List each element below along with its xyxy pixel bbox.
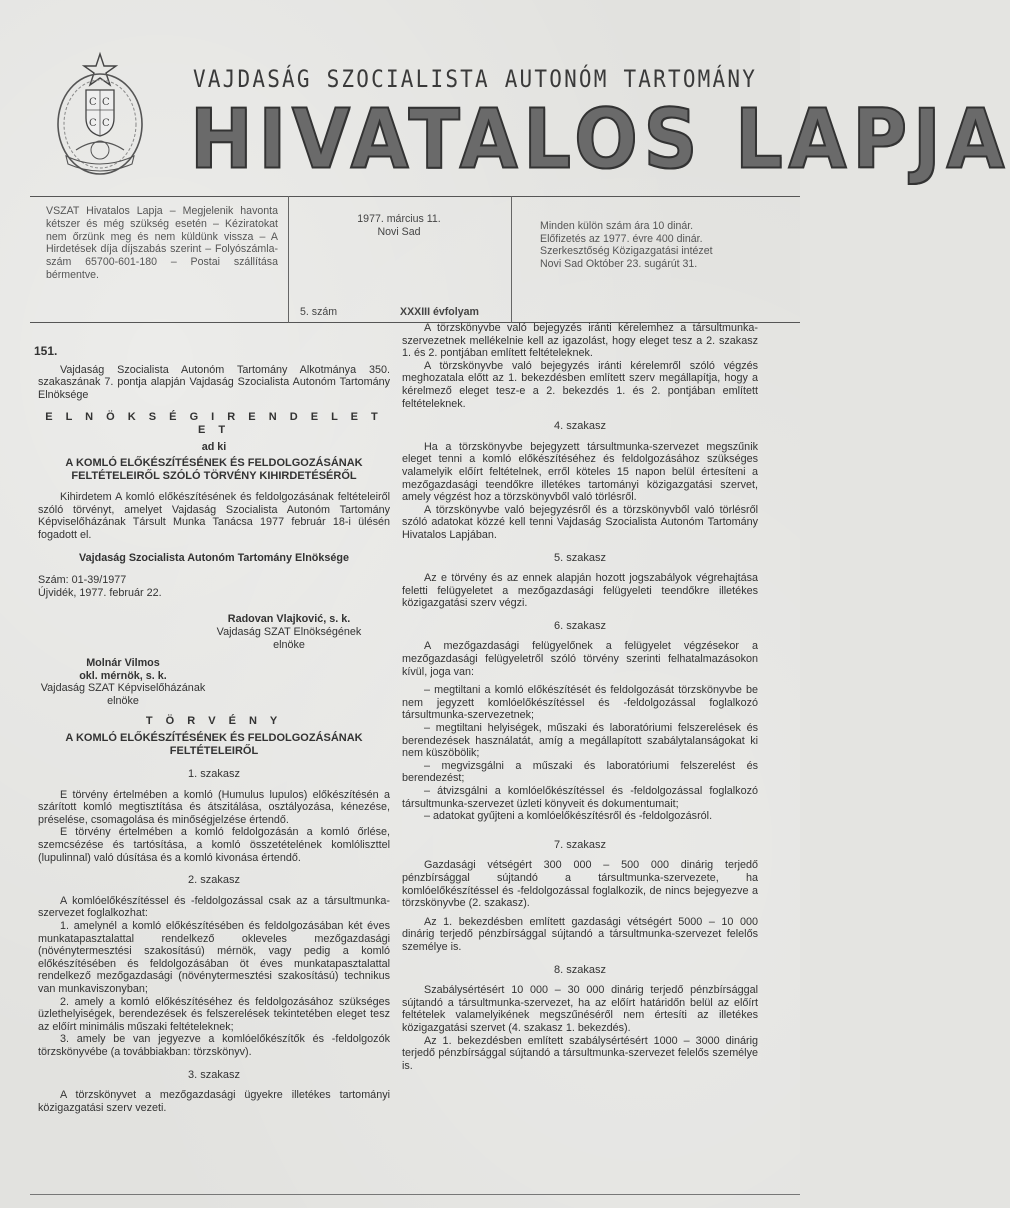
- list-item: – adatokat gyűjteni a komlóelőkészítésről és -feldolgozásról.: [424, 810, 713, 823]
- address-line: Novi Sad Október 23. sugárút 31.: [540, 257, 698, 270]
- band-divider: [288, 196, 289, 323]
- masthead-title: HIVATALOS LAPJA: [190, 92, 1010, 188]
- signature-block-1: [188, 613, 390, 651]
- section-title: 6. szakasz: [554, 619, 606, 632]
- issue-number: 5. szám: [300, 306, 338, 318]
- law-title: T Ö R V É N Y: [145, 715, 283, 728]
- reference-date: Újvidék, 1977. február 22.: [38, 586, 162, 599]
- price-line: Minden külön szám ára 10 dinár.: [540, 220, 694, 232]
- section-title: 3. szakasz: [188, 1068, 240, 1081]
- section-title: 1. szakasz: [188, 768, 240, 781]
- signatory-name: Molnár Vilmos: [86, 657, 160, 670]
- subscription-line: Előfizetés az 1977. évre 400 dinár.: [540, 232, 703, 245]
- promulgation-text: Kihirdetem A komló előkészítésének és feldolgozásának feltételeiről szóló törvényt, amelyet Vajdaság Szocialista Autonóm Tartomány Képviselőházának Társult Munka Tanácsa 1977 február 18-i ülésén fogadott el.: [38, 491, 390, 541]
- paragraph: 2. amely a komló előkészítéséhez és feldolgozásához szükséges üzlethelyiségek, berendezések és felszerelések tekintetében eleget tesz az előírt minimális műszaki feltételeknek;: [38, 995, 390, 1033]
- list-item: – megvizsgálni a műszaki és laboratóriumi felszerelést és berendezést;: [402, 759, 758, 785]
- preamble: Vajdaság Szocialista Autonóm Tartomány Alkotmánya 350. szakaszának 7. pontja alapján Vajdaság Szocialista Autonóm Tartomány Elnöksége: [38, 363, 390, 401]
- paragraph: A törzskönyvbe való bejegyzés iránti kérelemről szóló végzés meghozatala előtt az 1. bekezdésben említett szerv megállapítja, hogy a kérelmező eleget tesz-e a 2. bekezdés 1. és 2. pontjában említett feltételeknek.: [402, 359, 758, 410]
- signatory-role: elnöke: [107, 694, 139, 707]
- left-column: [34, 344, 390, 1114]
- svg-text:C: C: [89, 97, 97, 108]
- paragraph: 1. amelynél a komló előkészítésében és feldolgozásában két éves munkatapasztalattal rendelkező okleveles mezőgazdasági (növénytermesztési szakosítású) mérnök, vagy pedig a komló előkészítésében és feldolgozásában öt éves munkatapasztalattal rendelkező mezőgazdasági (növénytermesztési szakosítású) technikus van munkaviszonyban;: [38, 920, 390, 995]
- paragraph: Az 1. bekezdésben említett gazdasági vétségért 5000 – 10 000 dinárig terjedő pénzbírsággal sújtandó a társultmunka-szervezet felelős személye is.: [402, 915, 758, 953]
- signatory-role: Vajdaság SZAT Elnökségének: [216, 625, 362, 638]
- signature-block-2: [38, 657, 208, 707]
- signatory-title: okl. mérnök, s. k.: [79, 669, 167, 682]
- paragraph: Gazdasági vétségért 300 000 – 500 000 dinárig terjedő pénzbírsággal sújtandó a társultmunka-szervezete, ha komlóelőkészítéssel és -feldolgozással foglalkozik, de nincs bejegyezve a törzskönyvbe (2. szakasz).: [402, 859, 758, 910]
- band-divider: [511, 196, 512, 323]
- right-column: [402, 322, 758, 1072]
- coat-of-arms-icon: [52, 52, 148, 182]
- paragraph: A törzskönyvbe való bejegyzés iránti kérelemhez a társultmunka-szervezetnek mellékelnie kell az igazolást, hogy eleget tesz a 2. szakasz 1. és 2. pontjában említett feltételeknek.: [402, 322, 758, 360]
- svg-text:C: C: [89, 118, 97, 129]
- paragraph: E törvény értelmében a komló (Humulus lupulos) előkészítésén a szárított komló megtisztítása és átszitálása, osztályozása, kénezése, préselése, csomagolása és minőségjelzése értendő.: [38, 788, 390, 826]
- signatory-role: elnöke: [273, 638, 305, 651]
- issuer: Vajdaság Szocialista Autonóm Tartomány Elnöksége: [79, 551, 349, 564]
- list-item: – megtiltani helyiségek, műszaki és laboratóriumi felszerelések és berendezések használatát, amíg a megállapított szabálytalanságokat ki nem küszöbölik;: [402, 722, 758, 760]
- signatory-name: Radovan Vlajković, s. k.: [227, 613, 351, 626]
- decree-subject: A KOMLÓ ELŐKÉSZÍTÉSÉNEK ÉS FELDOLGOZÁSÁNAK FELTÉTELEIRŐL SZÓLÓ TÖRVÉNY KIHIRDETÉSÉRŐL: [65, 457, 363, 483]
- editorial-line: Szerkesztőség Közigazgatási intézet: [540, 245, 713, 257]
- list-item: – megtiltani a komló előkészítését és feldolgozását törzskönyvbe be nem jegyzett komlóelőkészítéssel és -feldolgozással foglalkozó társultmunka-szervezetnek;: [402, 684, 758, 722]
- paragraph: Ha a törzskönyvbe bejegyzett társultmunka-szervezet megszűnik eleget tenni a komló előkészítéséhez és feldolgozásához szükséges valamelyik előírt feltételnek, erről köteles 15 napon belül értesíteni a mezőgazdasági teendőkre illetékes tartományi közigazgatási szervet, amely végzést hoz a törzskönyvből való törlésről.: [402, 440, 758, 504]
- list-item: – átvizsgálni a komlóelőkészítéssel és -feldolgozással foglalkozó társultmunka-szervezet üzleti könyveit és dokumentumait;: [402, 785, 758, 810]
- issue-place: Novi Sad: [377, 226, 421, 238]
- decree-ad-ki: ad ki: [201, 440, 227, 453]
- paragraph: A törzskönyvbe való bejegyzésről és a törzskönyvből való törlésről szóló adatokat közzé kell tenni Vajdaság Szocialista Autonóm Tartomány Hivatalos Lapjában.: [402, 503, 758, 541]
- masthead-subtitle: VAJDASÁG SZOCIALISTA AUTONÓM TARTOMÁNY: [193, 65, 758, 93]
- volume-number: XXXIII évfolyam: [400, 306, 479, 318]
- section-title: 7. szakasz: [554, 838, 606, 851]
- subscription-info: [540, 220, 780, 270]
- paragraph: Szabálysértésért 10 000 – 30 000 dinárig terjedő pénzbírsággal sújtandó a társultmunka-szervezet, ha az előírt határidőn belül az előírt feltételek valamelyikének megszűnéséről nem értesíti az illetékes közigazgatási szervet (4. szakasz 1. bekezdés).: [402, 984, 758, 1034]
- law-subject: A KOMLÓ ELŐKÉSZÍTÉSÉNEK ÉS FELDOLGOZÁSÁNAK FELTÉTELEIRŐL: [65, 732, 363, 758]
- section-title: 4. szakasz: [554, 420, 606, 433]
- decree-title: E L N Ö K S É G I R E N D E L E T E T: [45, 411, 383, 436]
- section-title: 8. szakasz: [554, 963, 606, 976]
- paragraph: A komlóelőkészítéssel és -feldolgozással csak az a társultmunka-szervezet foglalkozhat:: [38, 894, 390, 920]
- reference-number: Szám: 01-39/1977: [38, 574, 127, 587]
- svg-text:C: C: [102, 118, 110, 129]
- paragraph: 3. amely be van jegyezve a komlóelőkészítők és -feldolgozók törzskönyvébe (a továbbiakban: törzskönyv).: [38, 1033, 390, 1058]
- publication-notice: VSZAT Hivatalos Lapja – Megjelenik havonta kétszer és még szükség esetén – Kéziratokat nem őrzünk meg és nem küldünk vissza – A Hirdetések díja díjszabás szerint – Folyószámla-szám 65700-601-180 – Postai szállítása bérmentve.: [46, 205, 278, 281]
- page-bottom-rule: [30, 1194, 800, 1195]
- paragraph: Az e törvény és az ennek alapján hozott jogszabályok végrehajtása feletti felügyeletet a mezőgazdasági felügyeleti teendőkre illetékes közigazgatási szerv végzi.: [402, 572, 758, 610]
- item-number: 151.: [34, 344, 58, 358]
- signatory-role: Vajdaság SZAT Képviselőházának: [40, 682, 206, 695]
- svg-text:C: C: [102, 97, 110, 108]
- paragraph: A törzskönyvet a mezőgazdasági ügyekre illetékes tartományi közigazgatási szerv vezeti.: [38, 1089, 390, 1114]
- paragraph: Az 1. bekezdésben említett szabálysértésért 1000 – 3000 dinárig terjedő pénzbírsággal sújtandó a társultmunka-szervezet felelős személye is.: [402, 1034, 758, 1072]
- paragraph: E törvény értelmében a komló feldolgozásán a komló őrlése, szemcsézése és tartósítása, a komló összetételének komlóliszttel (lupulinnal) való dúsítása és a komló kivonása értendő.: [38, 826, 390, 864]
- paragraph: A mezőgazdasági felügyelőnek a felügyelet végzésekor a mezőgazdasági felügyeletről szóló törvény szerinti felhatalmazásokon kívül, joga van:: [402, 640, 758, 678]
- section-title: 5. szakasz: [554, 551, 606, 564]
- issue-dateline: [290, 213, 508, 239]
- band-top-rule: [30, 196, 800, 197]
- section-title: 2. szakasz: [188, 874, 240, 887]
- issue-date: 1977. március 11.: [357, 213, 441, 225]
